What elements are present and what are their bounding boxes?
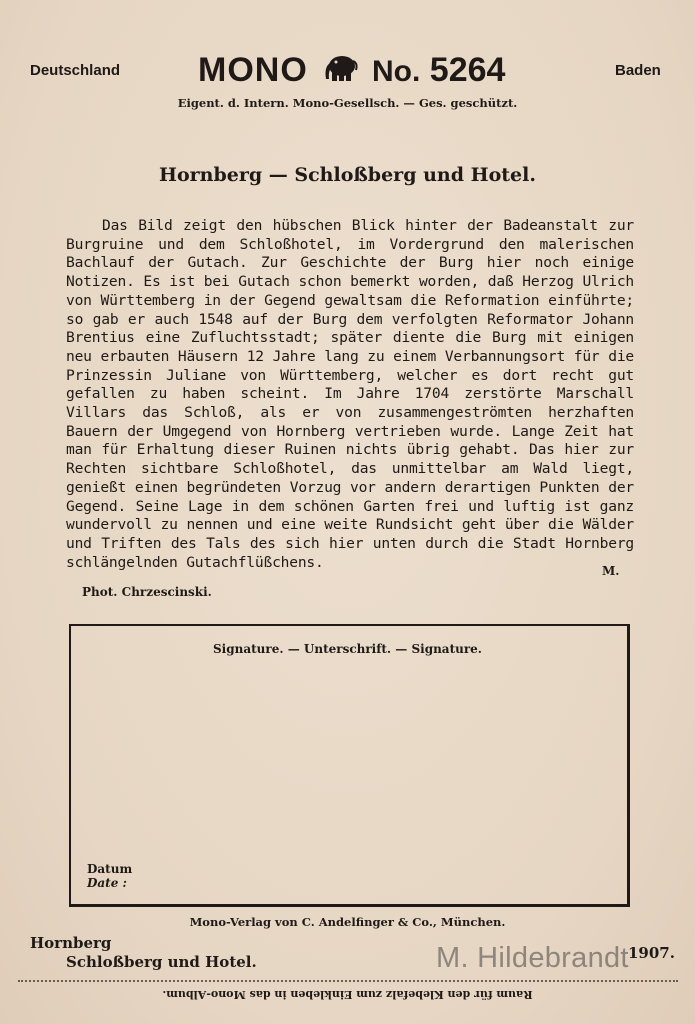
- elephant-logo-icon: [322, 53, 360, 83]
- watermark: M. Hildebrandt: [436, 942, 629, 974]
- card-title: Hornberg — Schloßberg und Hotel.: [159, 164, 536, 186]
- author-initial: M.: [602, 564, 620, 578]
- brand-name: MONO: [198, 51, 308, 89]
- date-label-de: Datum: [87, 862, 133, 876]
- date-label-en: Date :: [87, 876, 127, 890]
- photo-credit: Phot. Chrzescinski.: [82, 585, 212, 599]
- signature-label: Signature. — Unterschrift. — Signature.: [213, 642, 482, 656]
- fold-line: [18, 980, 678, 982]
- caption-year: 1907.: [628, 944, 675, 962]
- description-text: Das Bild zeigt den hübschen Blick hinter der Badeanstalt zur Burgruine und dem Schloßhotel, im Vordergrund den malerischen Bachlauf der Gutach. Zur Geschichte der Burg hier noch einige Notizen. Es ist bei Gutach schon bemerkt worden, daß Herzog Ulrich von Württemberg in der Gegend gewaltsam die Reformation einführte; so gab er auch 1548 auf der Burg dem verfolgten Reformator Johann Brentius eine Zufluchtsstadt; später diente die Burg mit einigen neu erbauten Häusern 12 Jahre lang zu einem Verbannungsort für die Prinzessin Juliane von Württemberg, welcher es dort recht gut gefallen zu haben scheint. Im Jahre 1704 zerstörte Marschall Villars das Schloß, als er von zusammengeströmten herzhaften Bauern der Umgegend von Hornberg vertrieben wurde. Lange Zeit hat man für Erhaltung dieser Ruinen nichts übrig gehabt. Das hier zur Rechten sichtbare Schloßhotel, das unmittelbar am Wald liegt, genießt einen begründeten Vorzug vor andern derartigen Punkten der Gegend. Seine Lage in dem schönen Garten frei und luftig ist ganz wundervoll zu nennen und eine weite Rundsicht geht über die Wälder und Triften des Tals des sich hier unten durch die Stadt Hornberg schlängelnden Gutachflüßchens.: [66, 217, 634, 571]
- country-label: Deutschland: [30, 62, 121, 79]
- signature-box: [69, 624, 630, 907]
- date-field: [87, 862, 132, 890]
- caption-line-1: Hornberg: [30, 934, 112, 952]
- region-label: Baden: [615, 62, 661, 79]
- album-tab-note: Raum für den Klebefalz zum Einkleben in das Mono-Album.: [162, 988, 533, 1001]
- number-value: 5264: [429, 51, 506, 89]
- card-number: [372, 50, 505, 92]
- caption-line-2: Schloßberg und Hotel.: [66, 953, 257, 971]
- copyright-line: Eigent. d. Intern. Mono-Gesellsch. — Ges. geschützt.: [177, 96, 518, 110]
- number-symbol: No.: [372, 55, 421, 88]
- publisher-line: Mono-Verlag von C. Andelfinger & Co., München.: [189, 915, 506, 929]
